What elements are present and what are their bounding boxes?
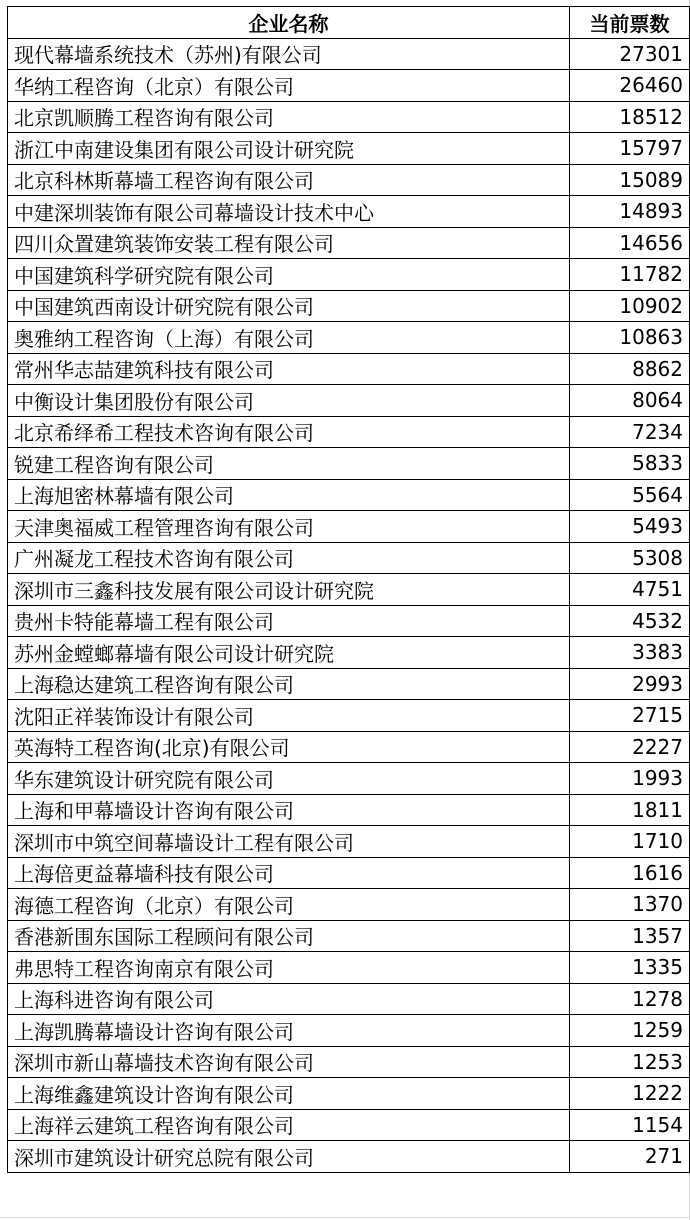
vote-count-cell[interactable]: 1357: [570, 920, 690, 952]
table-row: [8, 857, 690, 889]
vote-count-cell[interactable]: 26460: [570, 70, 690, 102]
company-name-cell[interactable]: 深圳市建筑设计研究总院有限公司: [8, 1141, 570, 1173]
company-name-cell[interactable]: 上海稳达建筑工程咨询有限公司: [8, 668, 570, 700]
vote-count-cell[interactable]: 3383: [570, 637, 690, 669]
vote-count-cell[interactable]: 1335: [570, 952, 690, 984]
company-name-cell[interactable]: 天津奥福威工程管理咨询有限公司: [8, 511, 570, 543]
table-row: [8, 574, 690, 606]
company-name-cell[interactable]: 华纳工程咨询（北京）有限公司: [8, 70, 570, 102]
company-name-cell[interactable]: 华东建筑设计研究院有限公司: [8, 763, 570, 795]
table-row: [8, 416, 690, 448]
vote-count-cell[interactable]: 15089: [570, 164, 690, 196]
company-name-cell[interactable]: 上海凯腾幕墙设计咨询有限公司: [8, 1015, 570, 1047]
table-row: [8, 101, 690, 133]
table-row: [8, 1078, 690, 1110]
vote-count-cell[interactable]: 18512: [570, 101, 690, 133]
vote-count-cell[interactable]: 5833: [570, 448, 690, 480]
company-name-cell[interactable]: 广州凝龙工程技术咨询有限公司: [8, 542, 570, 574]
vote-table: [7, 6, 690, 1173]
table-row: [8, 290, 690, 322]
company-name-cell[interactable]: 锐建工程咨询有限公司: [8, 448, 570, 480]
vote-count-cell[interactable]: 1259: [570, 1015, 690, 1047]
table-row: [8, 385, 690, 417]
header-row: [8, 7, 690, 39]
table-row: [8, 38, 690, 70]
vote-count-cell[interactable]: 14893: [570, 196, 690, 228]
company-name-cell[interactable]: 上海和甲幕墙设计咨询有限公司: [8, 794, 570, 826]
vote-count-cell[interactable]: 8064: [570, 385, 690, 417]
company-name-cell[interactable]: 北京凯顺腾工程咨询有限公司: [8, 101, 570, 133]
vote-count-cell[interactable]: 5493: [570, 511, 690, 543]
table-body: [8, 38, 690, 1172]
vote-count-cell[interactable]: 8862: [570, 353, 690, 385]
vote-count-cell[interactable]: 1993: [570, 763, 690, 795]
vote-count-cell[interactable]: 5308: [570, 542, 690, 574]
table-row: [8, 794, 690, 826]
company-name-cell[interactable]: 弗思特工程咨询南京有限公司: [8, 952, 570, 984]
table-row: [8, 983, 690, 1015]
company-name-cell[interactable]: 香港新围东国际工程顾问有限公司: [8, 920, 570, 952]
table-row: [8, 920, 690, 952]
vote-count-cell[interactable]: 1222: [570, 1078, 690, 1110]
vote-count-cell[interactable]: 11782: [570, 259, 690, 291]
vote-count-cell[interactable]: 4532: [570, 605, 690, 637]
company-name-cell[interactable]: 贵州卡特能幕墙工程有限公司: [8, 605, 570, 637]
table-row: [8, 196, 690, 228]
company-name-cell[interactable]: 现代幕墙系统技术（苏州)有限公司: [8, 38, 570, 70]
table-row: [8, 1109, 690, 1141]
table-row: [8, 700, 690, 732]
company-name-cell[interactable]: 深圳市三鑫科技发展有限公司设计研究院: [8, 574, 570, 606]
company-name-cell[interactable]: 北京希绎希工程技术咨询有限公司: [8, 416, 570, 448]
gridline-bottom: [0, 1217, 690, 1218]
company-name-cell[interactable]: 上海科进咨询有限公司: [8, 983, 570, 1015]
vote-count-cell[interactable]: 4751: [570, 574, 690, 606]
vote-count-cell[interactable]: 27301: [570, 38, 690, 70]
company-name-cell[interactable]: 海德工程咨询（北京）有限公司: [8, 889, 570, 921]
vote-count-cell[interactable]: 7234: [570, 416, 690, 448]
table-row: [8, 353, 690, 385]
company-name-cell[interactable]: 英海特工程咨询(北京)有限公司: [8, 731, 570, 763]
company-name-cell[interactable]: 中建深圳装饰有限公司幕墙设计技术中心: [8, 196, 570, 228]
company-name-cell[interactable]: 苏州金螳螂幕墙有限公司设计研究院: [8, 637, 570, 669]
vote-count-cell[interactable]: 2227: [570, 731, 690, 763]
table-row: [8, 952, 690, 984]
table-row: [8, 1015, 690, 1047]
company-name-cell[interactable]: 深圳市中筑空间幕墙设计工程有限公司: [8, 826, 570, 858]
company-name-cell[interactable]: 常州华志喆建筑科技有限公司: [8, 353, 570, 385]
vote-count-cell[interactable]: 2715: [570, 700, 690, 732]
header-company-name[interactable]: 企业名称: [8, 7, 570, 39]
vote-count-cell[interactable]: 1278: [570, 983, 690, 1015]
table-row: [8, 70, 690, 102]
company-name-cell[interactable]: 北京科林斯幕墙工程咨询有限公司: [8, 164, 570, 196]
vote-count-cell[interactable]: 2993: [570, 668, 690, 700]
company-name-cell[interactable]: 上海倍更益幕墙科技有限公司: [8, 857, 570, 889]
vote-count-cell[interactable]: 15797: [570, 133, 690, 165]
company-name-cell[interactable]: 浙江中南建设集团有限公司设计研究院: [8, 133, 570, 165]
table-row: [8, 542, 690, 574]
table-row: [8, 763, 690, 795]
table-row: [8, 511, 690, 543]
table-row: [8, 227, 690, 259]
table-row: [8, 1046, 690, 1078]
vote-count-cell[interactable]: 14656: [570, 227, 690, 259]
table-row: [8, 731, 690, 763]
company-name-cell[interactable]: 上海旭密林幕墙有限公司: [8, 479, 570, 511]
table-row: [8, 448, 690, 480]
company-name-cell[interactable]: 沈阳正祥装饰设计有限公司: [8, 700, 570, 732]
vote-count-cell[interactable]: 1710: [570, 826, 690, 858]
table-row: [8, 889, 690, 921]
table-row: [8, 1141, 690, 1173]
table-row: [8, 479, 690, 511]
vote-count-cell[interactable]: 1154: [570, 1109, 690, 1141]
vote-count-cell[interactable]: 1370: [570, 889, 690, 921]
company-name-cell[interactable]: 中国建筑西南设计研究院有限公司: [8, 290, 570, 322]
vote-count-cell[interactable]: 10863: [570, 322, 690, 354]
company-name-cell[interactable]: 中衡设计集团股份有限公司: [8, 385, 570, 417]
vote-count-cell[interactable]: 1253: [570, 1046, 690, 1078]
vote-count-cell[interactable]: 10902: [570, 290, 690, 322]
table-row: [8, 605, 690, 637]
header-current-votes[interactable]: 当前票数: [570, 7, 690, 39]
table-row: [8, 637, 690, 669]
table-row: [8, 164, 690, 196]
vote-count-cell[interactable]: 1616: [570, 857, 690, 889]
company-name-cell[interactable]: 上海维鑫建筑设计咨询有限公司: [8, 1078, 570, 1110]
table-row: [8, 668, 690, 700]
company-name-cell[interactable]: 深圳市新山幕墙技术咨询有限公司: [8, 1046, 570, 1078]
company-name-cell[interactable]: 四川众置建筑装饰安装工程有限公司: [8, 227, 570, 259]
table-row: [8, 259, 690, 291]
vote-count-cell[interactable]: 271: [570, 1141, 690, 1173]
company-name-cell[interactable]: 奥雅纳工程咨询（上海）有限公司: [8, 322, 570, 354]
vote-count-cell[interactable]: 5564: [570, 479, 690, 511]
table-row: [8, 826, 690, 858]
table-row: [8, 322, 690, 354]
table-row: [8, 133, 690, 165]
company-name-cell[interactable]: 上海祥云建筑工程咨询有限公司: [8, 1109, 570, 1141]
company-name-cell[interactable]: 中国建筑科学研究院有限公司: [8, 259, 570, 291]
vote-count-cell[interactable]: 1811: [570, 794, 690, 826]
